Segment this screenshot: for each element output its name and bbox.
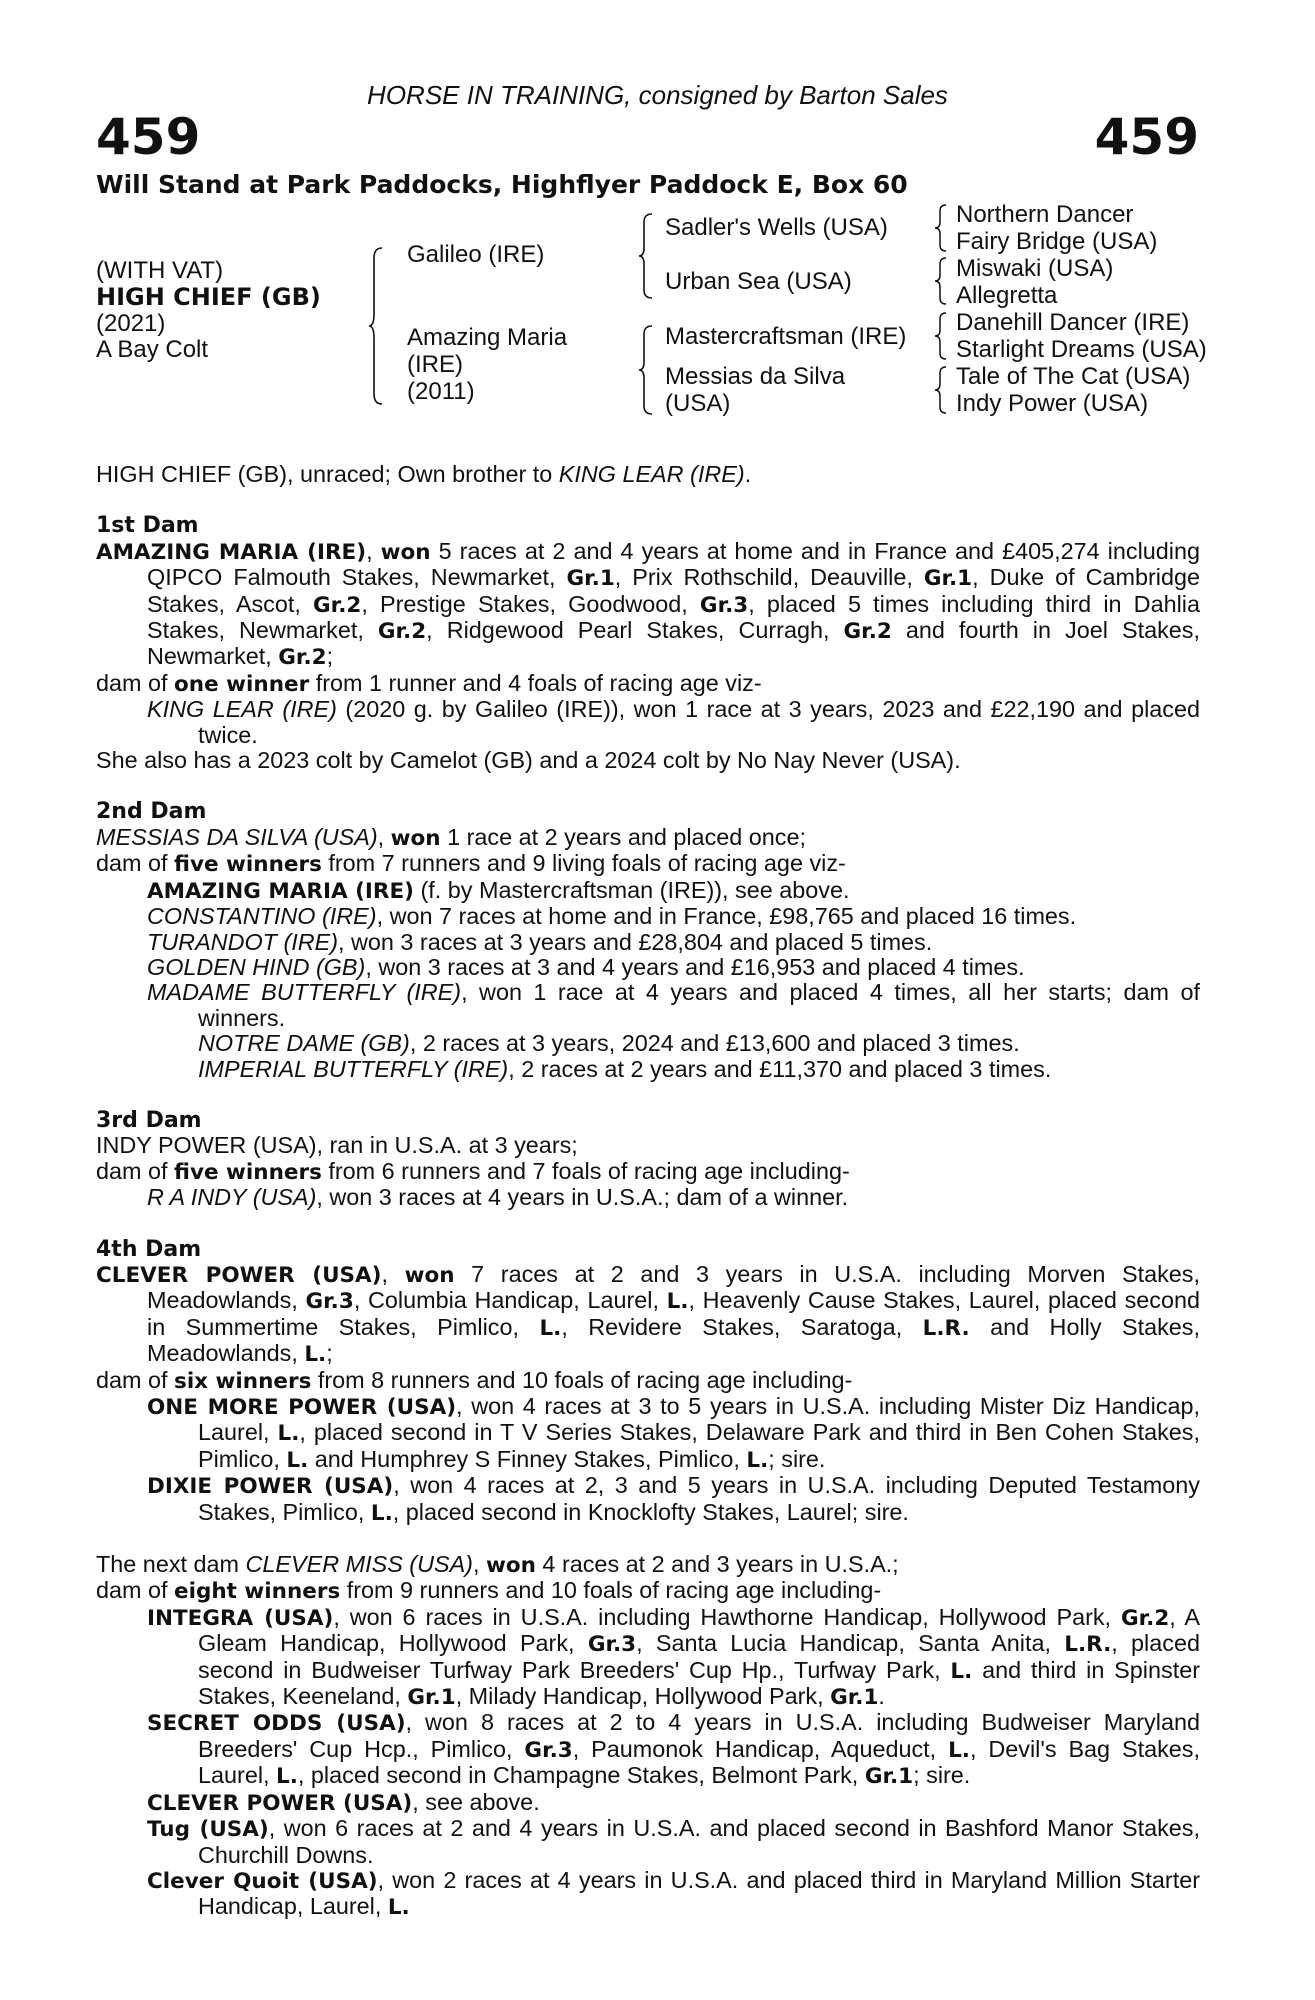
- produce-item: CONSTANTINO (IRE), won 7 races at home and in France, £98,765 and placed 16 times.: [147, 903, 1077, 930]
- pedigree-brace-dam: [638, 324, 656, 416]
- produce-item: DIXIE POWER (USA), won 4 races at 2, 3 and 5 years in U.S.A. including Deputed Testamony Stakes, Pimlico, L., placed second in Knocklofty Stakes, Laurel; sire.: [147, 1472, 1201, 1526]
- produce-item: SECRET ODDS (USA), won 8 races at 2 to 4 years in U.S.A. including Budweiser Maryland Breeders' Cup Hcp., Pimlico, Gr.3, Paumonok Handicap, Aqueduct, L., Devil's Bag Stakes, Laurel, L., placed second in Champagne Stakes, Belmont Park, Gr.1; sire.: [147, 1709, 1200, 1790]
- granddam-dam-side-line2: (USA): [665, 390, 731, 417]
- grand-produce-item: IMPERIAL BUTTERFLY (IRE), 2 races at 2 years and £11,370 and placed 3 times.: [198, 1055, 1052, 1082]
- lot-number-right: 459: [1094, 108, 1199, 166]
- great-grandparent-2: Fairy Bridge (USA): [956, 228, 1158, 255]
- fourth-dam-section: [96, 1237, 1200, 1526]
- dam-record: INDY POWER (USA), ran in U.S.A. at 3 years;: [96, 1132, 578, 1159]
- stand-location: Will Stand at Park Paddocks, Highflyer Paddock E, Box 60: [96, 170, 908, 199]
- section-heading: 4th Dam: [96, 1236, 202, 1262]
- produce-item: KING LEAR (IRE) (2020 g. by Galileo (IRE)), won 1 race at 3 years, 2023 and £22,190 and placed twice.: [147, 696, 1200, 748]
- produce-item: R A INDY (USA), won 3 races at 4 years in U.S.A.; dam of a winner.: [147, 1184, 849, 1211]
- dam-record: CLEVER POWER (USA), won 7 races at 2 and 3 years in U.S.A. including Morven Stakes, Meadowlands, Gr.3, Columbia Handicap, Laurel, L., Heavenly Cause Stakes, Laurel, placed second in Summertime Stakes, Pimlico, L., Revidere Stakes, Saratoga, L.R. and Holly Stakes, Meadowlands, L.;: [96, 1260, 1201, 1368]
- pedigree-brace-ggs4: [934, 365, 950, 415]
- great-grandparent-8: Indy Power (USA): [956, 390, 1149, 417]
- lot-number-left: 459: [96, 108, 201, 166]
- horse-sex-colour: A Bay Colt: [96, 336, 209, 363]
- dam-record: The next dam CLEVER MISS (USA), won 4 races at 2 and 3 years in U.S.A.;: [96, 1551, 899, 1579]
- second-dam-section: [96, 799, 1200, 1081]
- pedigree-brace-ggs1: [934, 203, 950, 253]
- first-dam-section: [96, 513, 1200, 773]
- produce-item: ONE MORE POWER (USA), won 4 races at 3 to 5 years in U.S.A. including Mister Diz Handicap, Laurel, L., placed second in T V Series Stakes, Delaware Park and third in Ben Cohen Stakes, Pimlico, L. and Humphrey S Finney Stakes, Pimlico, L.; sire.: [147, 1393, 1200, 1473]
- great-grandparent-6: Starlight Dreams (USA): [956, 336, 1207, 363]
- pedigree-brace-main: [368, 246, 386, 406]
- produce-item: Clever Quoit (USA), won 2 races at 4 years in U.S.A. and placed third in Maryland Million Starter Handicap, Laurel, L.: [147, 1866, 1201, 1921]
- produce-summary: dam of five winners from 7 runners and 9 living foals of racing age viz-: [96, 850, 846, 878]
- dam-also-has: She also has a 2023 colt by Camelot (GB) and a 2024 colt by No Nay Never (USA).: [96, 747, 961, 774]
- section-heading: 2nd Dam: [96, 799, 207, 825]
- produce-summary: dam of six winners from 8 runners and 10 foals of racing age including-: [96, 1366, 853, 1394]
- pedigree-brace-sire: [638, 212, 656, 300]
- produce-summary: dam of eight winners from 9 runners and 10 foals of racing age including-: [96, 1577, 882, 1605]
- intro-line: HIGH CHIEF (GB), unraced; Own brother to KING LEAR (IRE).: [96, 461, 752, 487]
- dam-record: MESSIAS DA SILVA (USA), won 1 race at 2 years and placed once;: [96, 823, 806, 851]
- great-grandparent-5: Danehill Dancer (IRE): [956, 309, 1190, 336]
- dam-name-line1: Amazing Maria: [407, 324, 568, 351]
- produce-item: INTEGRA (USA), won 6 races in U.S.A. including Hawthorne Handicap, Hollywood Park, Gr.2, A Gleam Handicap, Hollywood Park, Gr.3, Santa Lucia Handicap, Santa Anita, L.R., placed second in Budweiser Turfway Park Breeders' Cup Hp., Turfway Park, L. and third in Spinster Stakes, Keeneland, Gr.1, Milady Handicap, Hollywood Park, Gr.1.: [147, 1603, 1200, 1711]
- produce-summary: dam of five winners from 6 runners and 7 foals of racing age including-: [96, 1157, 850, 1185]
- dam-record: AMAZING MARIA (IRE), won 5 races at 2 and 4 years at home and in France and £405,274 including QIPCO Falmouth Stakes, Newmarket, Gr.1, Prix Rothschild, Deauville, Gr.1, Duke of Cambridge Stakes, Ascot, Gr.2, Prestige Stakes, Goodwood, Gr.3, placed 5 times including third in Dahlia Stakes, Newmarket, Gr.2, Ridgewood Pearl Stakes, Curragh, Gr.2 and fourth in Joel Stakes, Newmarket, Gr.2;: [96, 537, 1201, 671]
- catalogue-body: [96, 462, 1200, 1921]
- consignment-line: HORSE IN TRAINING, consigned by Barton Sales: [367, 80, 948, 110]
- dam-name-line2: (IRE): [407, 351, 463, 378]
- produce-summary: dam of one winner from 1 runner and 4 foals of racing age viz-: [96, 669, 762, 697]
- horse-year: (2021): [96, 310, 166, 337]
- produce-item: Tug (USA), won 6 races at 2 and 4 years in U.S.A. and placed second in Bashford Manor Stakes, Churchill Downs.: [147, 1815, 1200, 1868]
- pedigree-brace-ggs3: [934, 311, 950, 361]
- produce-item: CLEVER POWER (USA), see above.: [147, 1788, 540, 1816]
- granddam-dam-side-line1: Messias da Silva: [665, 363, 846, 390]
- produce-item: GOLDEN HIND (GB), won 3 races at 3 and 4 years and £16,953 and placed 4 times.: [147, 953, 1025, 980]
- section-heading: 1st Dam: [96, 513, 199, 539]
- grandsire-sire-side: Sadler's Wells (USA): [665, 214, 888, 241]
- great-grandparent-4: Allegretta: [956, 282, 1058, 309]
- vat-note: (WITH VAT): [96, 257, 224, 284]
- third-dam-section: [96, 1108, 1200, 1211]
- sire-name: Galileo (IRE): [407, 241, 545, 268]
- grand-produce-item: NOTRE DAME (GB), 2 races at 3 years, 2024 and £13,600 and placed 3 times.: [198, 1030, 1020, 1057]
- great-grandparent-1: Northern Dancer: [956, 201, 1134, 228]
- pedigree-brace-ggs2: [934, 256, 950, 306]
- granddam-sire-side: Urban Sea (USA): [665, 268, 852, 295]
- next-dam-section: [96, 1552, 1200, 1921]
- produce-item: TURANDOT (IRE), won 3 races at 3 years and £28,804 and placed 5 times.: [147, 928, 933, 955]
- grandsire-dam-side: Mastercraftsman (IRE): [665, 323, 907, 350]
- great-grandparent-7: Tale of The Cat (USA): [956, 363, 1191, 390]
- produce-item: AMAZING MARIA (IRE) (f. by Mastercraftsman (IRE)), see above.: [147, 876, 850, 904]
- dam-year: (2011): [407, 378, 475, 405]
- great-grandparent-3: Miswaki (USA): [956, 255, 1114, 282]
- produce-item: MADAME BUTTERFLY (IRE), won 1 race at 4 years and placed 4 times, all her starts; dam of winners.: [147, 979, 1200, 1031]
- horse-name: HIGH CHIEF (GB): [96, 283, 321, 311]
- section-heading: 3rd Dam: [96, 1107, 202, 1133]
